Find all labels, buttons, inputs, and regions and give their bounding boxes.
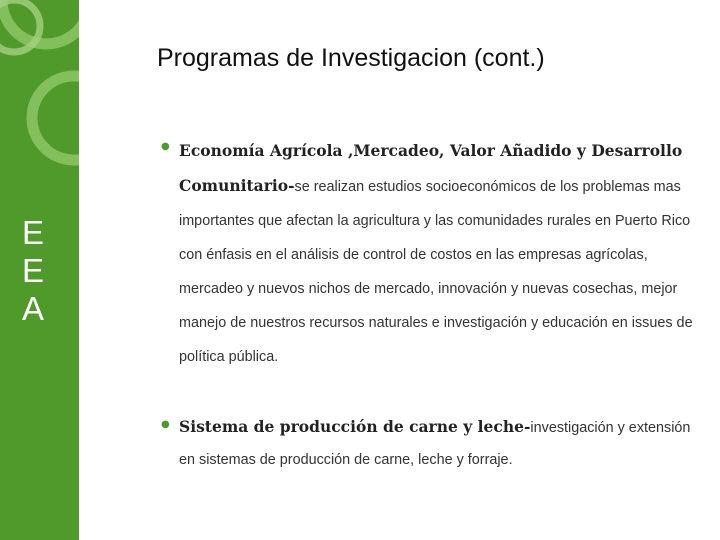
- slide-title: Programas de Investigacion (cont.): [157, 44, 545, 72]
- bullet-text: [179, 411, 701, 476]
- side-bar: [0, 0, 79, 540]
- bullet-dot-icon: ●: [161, 141, 170, 152]
- bullet-heading: Economía Agrícola ,Mercadeo, Valor Añadido y Desarrollo Comunitario-: [179, 141, 683, 195]
- bullet-dot-icon: ●: [161, 419, 170, 430]
- bullet-text: [179, 134, 701, 374]
- bullet-body: investigación y extensión en sistemas de producción de carne, leche y forraje.: [179, 420, 691, 468]
- bullet-heading: Sistema de producción de carne y leche-: [179, 417, 531, 436]
- side-label: E E A: [22, 214, 45, 327]
- circles-decoration: [0, 0, 79, 200]
- bullet-body: se realizan estudios socioeconómicos de los problemas mas importantes que afectan la agricultura y las comunidades rurales en Puerto Rico con énfasis en el análisis de control de costos en las empresas agrícolas, mercadeo y nuevos nichos de mercado, innovación y nuevas cosechas, mejor manejo de nuestros recursos naturales e investigación y educación en issues de política pública.: [179, 179, 693, 365]
